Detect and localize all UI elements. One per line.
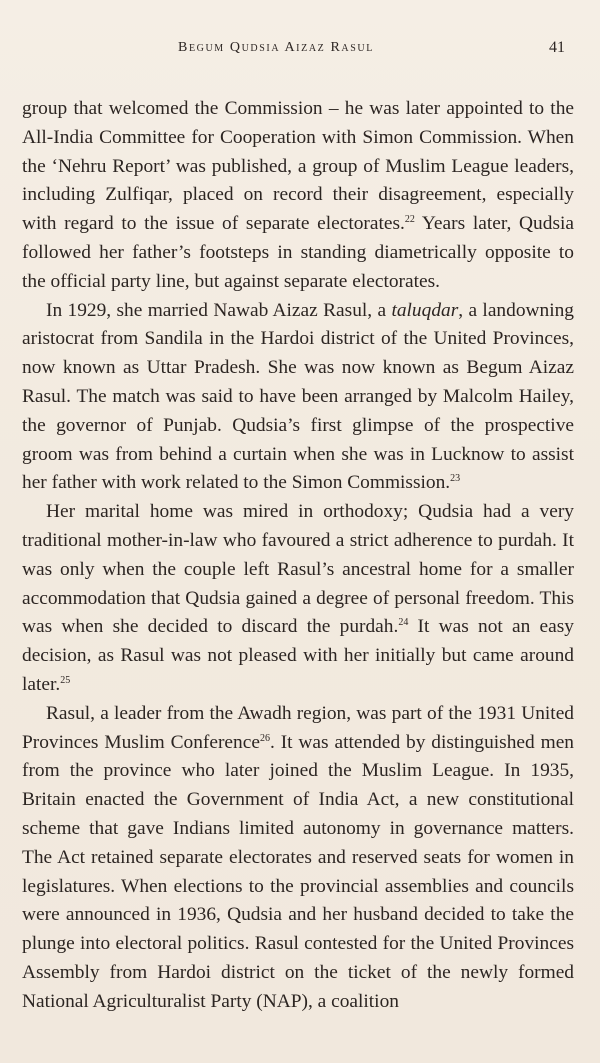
paragraph-text: It was not an easy decision, as Rasul was not pleased with her initially but came around later. — [22, 616, 574, 695]
page-number: 41 — [549, 39, 565, 56]
paragraph-text: In 1929, she married Nawab Aizaz Rasul, a — [46, 299, 392, 321]
paragraph-text: . It was attended by distinguished men from the province who later joined the Muslim League. In 1935, Britain enacted the Government of India Act, a new constitutional scheme that gave Indians limited autonomy in governance matters. The Act retained separate electorates and reserved seats for women in legislatures. When elections to the provincial assemblies and councils were announced in 1936, Qudsia and her husband decided to take the plunge into electoral politics. Rasul contested for the United Provinces Assembly from Hardoi district on the ticket of the newly formed National Agriculturalist Party (NAP), a coalition — [22, 731, 574, 1012]
paragraph-4 — [22, 700, 574, 1017]
footnote-ref-24: 24 — [398, 617, 409, 629]
italic-term: taluqdar — [391, 299, 459, 321]
footnote-ref-26: 26 — [259, 732, 270, 744]
paragraph-1 — [22, 95, 574, 297]
paragraph-2 — [22, 297, 574, 499]
paragraph-text: Years later, Qudsia followed her father’s footsteps in standing diametrically opposite to the official party line, but against separate electorates. — [22, 213, 574, 292]
paragraph-text: group that welcomed the Commission – he was later appointed to the All-India Committee for Cooperation with Simon Commission. When the ‘Nehru Report’ was published, a group of Muslim League leaders, including Zulfiqar, placed on record their disagreement, especially with regard to the issue of separate electorates. — [22, 98, 574, 235]
footnote-ref-25: 25 — [60, 674, 71, 686]
footnote-ref-23: 23 — [450, 473, 461, 485]
paragraph-3 — [22, 498, 574, 700]
footnote-ref-22: 22 — [404, 214, 415, 226]
running-title: Begum Qudsia Aizaz Rasul — [178, 40, 374, 55]
paragraph-text: Rasul, a leader from the Awadh region, was part of the 1931 United Provinces Muslim Conference — [22, 702, 574, 753]
running-header — [0, 40, 600, 62]
paragraph-text: , a landowning aristocrat from Sandila in the Hardoi district of the United Provinces, now known as Uttar Pradesh. She was now known as Begum Aizaz Rasul. The match was said to have been arranged by Malcolm Hailey, the governor of Punjab. Qudsia’s first glimpse of the prospective groom was from behind a curtain when she was in Lucknow to assist her father with work related to the Simon Commission. — [22, 299, 574, 494]
paragraph-text: Her marital home was mired in orthodoxy; Qudsia had a very traditional mother-in-law who favoured a strict adherence to purdah. It was only when the couple left Rasul’s ancestral home for a smaller accommodation that Qudsia gained a degree of personal freedom. This was when she decided to discard the purdah. — [22, 501, 574, 638]
body-text — [22, 95, 574, 1017]
